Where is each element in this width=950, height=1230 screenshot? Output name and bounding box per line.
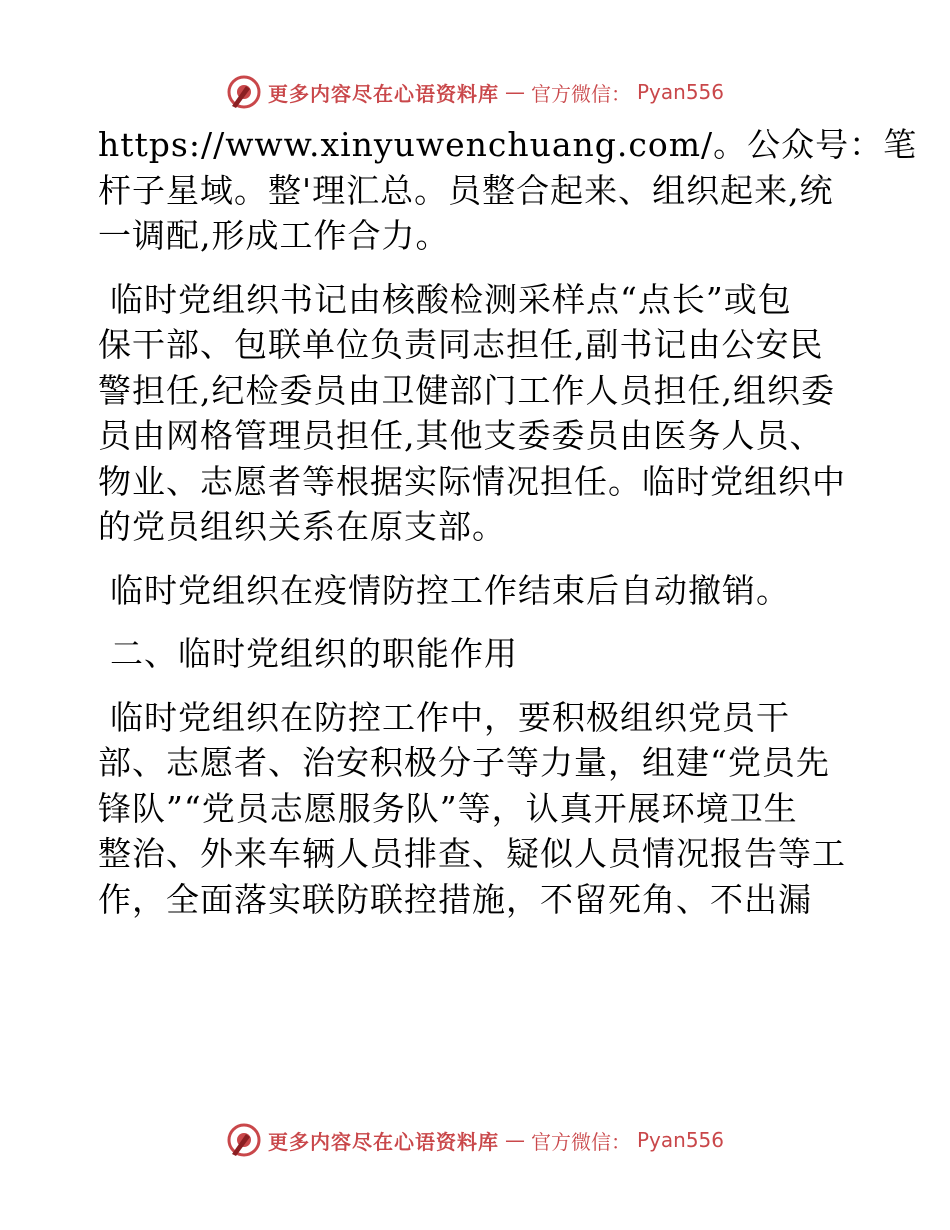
text-line: 警担任,纪检委员由卫健部门工作人员担任,组织委 (98, 370, 835, 410)
text-line: 锋队”“党员志愿服务队”等，认真开展环境卫生 (98, 788, 798, 828)
text-line: 的党员组织关系在原支部。 (98, 507, 506, 546)
paragraph-5 (98, 695, 858, 923)
text-line: https://www.xinyuwenchuang.com/。公众号：笔 (98, 125, 918, 164)
text-line: 整治、外来车辆人员排查、疑似人员情况报告等工 (98, 834, 846, 873)
footer-separator: — (504, 1128, 525, 1152)
text-line: 杆子星域。整'理汇总。员整合起来、组织起来,统 (98, 170, 834, 210)
header-wechat-id: Pyan556 (636, 80, 724, 104)
header-banner (0, 72, 950, 112)
header-separator: — (504, 80, 525, 104)
text-line: 物业、志愿者等根据实际情况担任。临时党组织中 (98, 461, 846, 501)
text-line: 作，全面落实联防联控措施，不留死角、不出漏 (98, 879, 812, 919)
footer-banner (0, 1120, 950, 1160)
text-line: 临时党组织书记由核酸检测采样点“点长”或包 (110, 279, 792, 319)
text-line: 保干部、包联单位负责同志担任,副书记由公安民 (98, 325, 824, 364)
paragraph-3 (98, 568, 858, 614)
paragraph-1 (98, 122, 918, 259)
pen-logo-icon (226, 74, 262, 110)
section-heading (98, 631, 858, 677)
paragraph-2 (98, 277, 858, 550)
document-body (98, 122, 918, 940)
text-line: 临时党组织在防控工作中，要积极组织党员干 (110, 697, 790, 737)
text-line: 部、志愿者、治安积极分子等力量，组建“党员先 (98, 743, 830, 782)
text-line: 二、临时党组织的职能作用 (110, 634, 518, 673)
header-wechat-label: 官方微信： (530, 81, 631, 106)
pen-logo-icon (226, 1122, 262, 1158)
footer-wechat-label: 官方微信： (530, 1129, 631, 1154)
footer-wechat-id: Pyan556 (636, 1128, 724, 1152)
text-line: 员由网格管理员担任,其他支委委员由医务人员、 (98, 416, 824, 455)
footer-brand: 更多内容尽在心语资料库 (267, 1129, 499, 1154)
header-brand: 更多内容尽在心语资料库 (267, 81, 499, 106)
text-line: 临时党组织在疫情防控工作结束后自动撤销。 (110, 570, 790, 610)
text-line: 一调配,形成工作合力。 (98, 216, 450, 255)
